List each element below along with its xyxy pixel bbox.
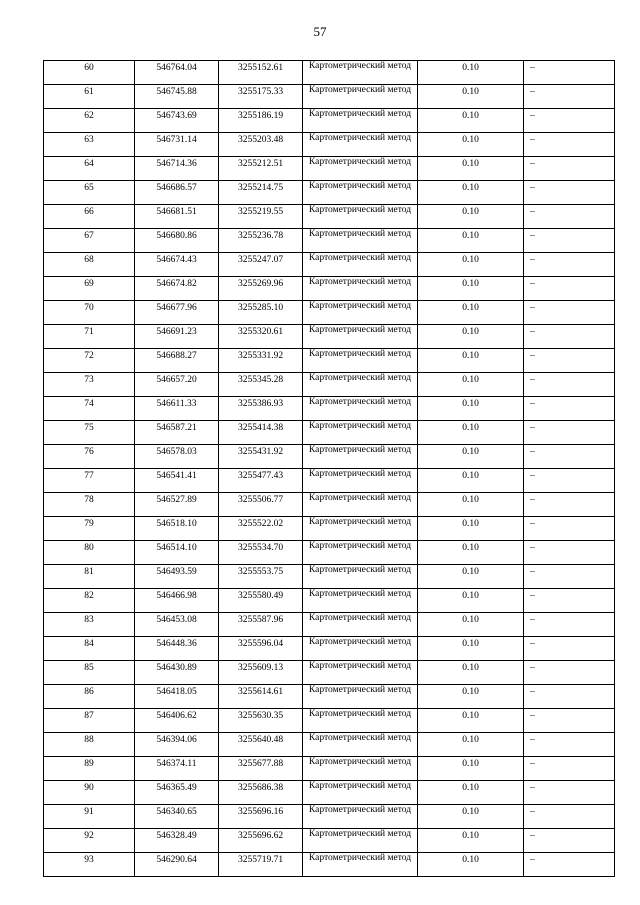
x-coordinate-cell: 546680.86 (135, 229, 219, 253)
x-coordinate-cell: 546674.82 (135, 277, 219, 301)
table-row (44, 613, 615, 637)
table-row (44, 589, 615, 613)
note-cell: – (524, 85, 615, 109)
x-coordinate-cell: 546514.10 (135, 541, 219, 565)
accuracy-cell: 0.10 (418, 157, 524, 181)
accuracy-cell: 0.10 (418, 397, 524, 421)
table-row (44, 253, 615, 277)
accuracy-cell: 0.10 (418, 709, 524, 733)
table-row (44, 829, 615, 853)
x-coordinate-cell: 546406.62 (135, 709, 219, 733)
point-number-cell: 93 (44, 853, 135, 877)
y-coordinate-cell: 3255534.70 (219, 541, 303, 565)
x-coordinate-cell: 546688.27 (135, 349, 219, 373)
note-cell: – (524, 757, 615, 781)
note-cell: – (524, 541, 615, 565)
accuracy-cell: 0.10 (418, 493, 524, 517)
method-cell: Картометрический метод (303, 637, 418, 661)
note-cell: – (524, 589, 615, 613)
accuracy-cell: 0.10 (418, 253, 524, 277)
method-cell: Картометрический метод (303, 373, 418, 397)
point-number-cell: 65 (44, 181, 135, 205)
x-coordinate-cell: 546686.57 (135, 181, 219, 205)
point-number-cell: 67 (44, 229, 135, 253)
point-number-cell: 73 (44, 373, 135, 397)
accuracy-cell: 0.10 (418, 277, 524, 301)
note-cell: – (524, 805, 615, 829)
accuracy-cell: 0.10 (418, 85, 524, 109)
table-row (44, 541, 615, 565)
note-cell: – (524, 157, 615, 181)
table-row (44, 469, 615, 493)
method-cell: Картометрический метод (303, 805, 418, 829)
method-cell: Картометрический метод (303, 757, 418, 781)
y-coordinate-cell: 3255696.62 (219, 829, 303, 853)
y-coordinate-cell: 3255640.48 (219, 733, 303, 757)
note-cell: – (524, 565, 615, 589)
accuracy-cell: 0.10 (418, 61, 524, 85)
y-coordinate-cell: 3255580.49 (219, 589, 303, 613)
point-number-cell: 62 (44, 109, 135, 133)
table-row (44, 397, 615, 421)
method-cell: Картометрический метод (303, 469, 418, 493)
x-coordinate-cell: 546290.64 (135, 853, 219, 877)
note-cell: – (524, 493, 615, 517)
point-number-cell: 78 (44, 493, 135, 517)
x-coordinate-cell: 546466.98 (135, 589, 219, 613)
x-coordinate-cell: 546677.96 (135, 301, 219, 325)
y-coordinate-cell: 3255630.35 (219, 709, 303, 733)
note-cell: – (524, 637, 615, 661)
note-cell: – (524, 109, 615, 133)
method-cell: Картометрический метод (303, 733, 418, 757)
table-row (44, 301, 615, 325)
y-coordinate-cell: 3255696.16 (219, 805, 303, 829)
y-coordinate-cell: 3255614.61 (219, 685, 303, 709)
accuracy-cell: 0.10 (418, 685, 524, 709)
method-cell: Картометрический метод (303, 493, 418, 517)
accuracy-cell: 0.10 (418, 301, 524, 325)
y-coordinate-cell: 3255285.10 (219, 301, 303, 325)
y-coordinate-cell: 3255152.61 (219, 61, 303, 85)
method-cell: Картометрический метод (303, 661, 418, 685)
x-coordinate-cell: 546527.89 (135, 493, 219, 517)
x-coordinate-cell: 546691.23 (135, 325, 219, 349)
table-row (44, 757, 615, 781)
point-number-cell: 81 (44, 565, 135, 589)
accuracy-cell: 0.10 (418, 805, 524, 829)
method-cell: Картометрический метод (303, 61, 418, 85)
accuracy-cell: 0.10 (418, 853, 524, 877)
y-coordinate-cell: 3255186.19 (219, 109, 303, 133)
note-cell: – (524, 301, 615, 325)
accuracy-cell: 0.10 (418, 205, 524, 229)
x-coordinate-cell: 546394.06 (135, 733, 219, 757)
y-coordinate-cell: 3255609.13 (219, 661, 303, 685)
x-coordinate-cell: 546430.89 (135, 661, 219, 685)
method-cell: Картометрический метод (303, 517, 418, 541)
table-row (44, 445, 615, 469)
point-number-cell: 61 (44, 85, 135, 109)
accuracy-cell: 0.10 (418, 733, 524, 757)
x-coordinate-cell: 546418.05 (135, 685, 219, 709)
y-coordinate-cell: 3255203.48 (219, 133, 303, 157)
x-coordinate-cell: 546714.36 (135, 157, 219, 181)
note-cell: – (524, 325, 615, 349)
note-cell: – (524, 397, 615, 421)
point-number-cell: 91 (44, 805, 135, 829)
method-cell: Картометрический метод (303, 685, 418, 709)
x-coordinate-cell: 546578.03 (135, 445, 219, 469)
x-coordinate-cell: 546743.69 (135, 109, 219, 133)
accuracy-cell: 0.10 (418, 517, 524, 541)
x-coordinate-cell: 546657.20 (135, 373, 219, 397)
point-number-cell: 69 (44, 277, 135, 301)
method-cell: Картометрический метод (303, 301, 418, 325)
note-cell: – (524, 613, 615, 637)
y-coordinate-cell: 3255214.75 (219, 181, 303, 205)
accuracy-cell: 0.10 (418, 613, 524, 637)
x-coordinate-cell: 546493.59 (135, 565, 219, 589)
x-coordinate-cell: 546541.41 (135, 469, 219, 493)
point-number-cell: 84 (44, 637, 135, 661)
note-cell: – (524, 661, 615, 685)
note-cell: – (524, 229, 615, 253)
table-row (44, 205, 615, 229)
accuracy-cell: 0.10 (418, 469, 524, 493)
note-cell: – (524, 709, 615, 733)
method-cell: Картометрический метод (303, 181, 418, 205)
x-coordinate-cell: 546587.21 (135, 421, 219, 445)
x-coordinate-cell: 546328.49 (135, 829, 219, 853)
y-coordinate-cell: 3255345.28 (219, 373, 303, 397)
y-coordinate-cell: 3255269.96 (219, 277, 303, 301)
point-number-cell: 74 (44, 397, 135, 421)
y-coordinate-cell: 3255686.38 (219, 781, 303, 805)
note-cell: – (524, 517, 615, 541)
point-number-cell: 66 (44, 205, 135, 229)
method-cell: Картометрический метод (303, 229, 418, 253)
table-row (44, 565, 615, 589)
point-number-cell: 72 (44, 349, 135, 373)
point-number-cell: 70 (44, 301, 135, 325)
note-cell: – (524, 469, 615, 493)
y-coordinate-cell: 3255212.51 (219, 157, 303, 181)
x-coordinate-cell: 546674.43 (135, 253, 219, 277)
table-row (44, 517, 615, 541)
y-coordinate-cell: 3255477.43 (219, 469, 303, 493)
note-cell: – (524, 829, 615, 853)
note-cell: – (524, 349, 615, 373)
note-cell: – (524, 685, 615, 709)
point-number-cell: 82 (44, 589, 135, 613)
y-coordinate-cell: 3255553.75 (219, 565, 303, 589)
note-cell: – (524, 421, 615, 445)
method-cell: Картометрический метод (303, 589, 418, 613)
y-coordinate-cell: 3255236.78 (219, 229, 303, 253)
point-number-cell: 63 (44, 133, 135, 157)
method-cell: Картометрический метод (303, 157, 418, 181)
table-row (44, 61, 615, 85)
x-coordinate-cell: 546681.51 (135, 205, 219, 229)
x-coordinate-cell: 546764.04 (135, 61, 219, 85)
point-number-cell: 92 (44, 829, 135, 853)
x-coordinate-cell: 546340.65 (135, 805, 219, 829)
table-row (44, 685, 615, 709)
table-row (44, 277, 615, 301)
point-number-cell: 76 (44, 445, 135, 469)
point-number-cell: 83 (44, 613, 135, 637)
accuracy-cell: 0.10 (418, 133, 524, 157)
table-row (44, 109, 615, 133)
x-coordinate-cell: 546453.08 (135, 613, 219, 637)
accuracy-cell: 0.10 (418, 781, 524, 805)
x-coordinate-cell: 546518.10 (135, 517, 219, 541)
point-number-cell: 89 (44, 757, 135, 781)
point-number-cell: 75 (44, 421, 135, 445)
y-coordinate-cell: 3255386.93 (219, 397, 303, 421)
x-coordinate-cell: 546448.36 (135, 637, 219, 661)
y-coordinate-cell: 3255522.02 (219, 517, 303, 541)
point-number-cell: 90 (44, 781, 135, 805)
method-cell: Картометрический метод (303, 349, 418, 373)
x-coordinate-cell: 546745.88 (135, 85, 219, 109)
accuracy-cell: 0.10 (418, 589, 524, 613)
accuracy-cell: 0.10 (418, 373, 524, 397)
y-coordinate-cell: 3255587.96 (219, 613, 303, 637)
y-coordinate-cell: 3255175.33 (219, 85, 303, 109)
method-cell: Картометрический метод (303, 277, 418, 301)
method-cell: Картометрический метод (303, 541, 418, 565)
point-number-cell: 80 (44, 541, 135, 565)
accuracy-cell: 0.10 (418, 349, 524, 373)
method-cell: Картометрический метод (303, 109, 418, 133)
method-cell: Картометрический метод (303, 565, 418, 589)
accuracy-cell: 0.10 (418, 541, 524, 565)
point-number-cell: 68 (44, 253, 135, 277)
accuracy-cell: 0.10 (418, 109, 524, 133)
table-row (44, 85, 615, 109)
table-row (44, 805, 615, 829)
x-coordinate-cell: 546374.11 (135, 757, 219, 781)
table-row (44, 229, 615, 253)
y-coordinate-cell: 3255219.55 (219, 205, 303, 229)
y-coordinate-cell: 3255320.61 (219, 325, 303, 349)
point-number-cell: 79 (44, 517, 135, 541)
page-number: 57 (313, 24, 327, 39)
accuracy-cell: 0.10 (418, 661, 524, 685)
table-row (44, 421, 615, 445)
note-cell: – (524, 853, 615, 877)
accuracy-cell: 0.10 (418, 565, 524, 589)
note-cell: – (524, 253, 615, 277)
note-cell: – (524, 205, 615, 229)
accuracy-cell: 0.10 (418, 445, 524, 469)
x-coordinate-cell: 546611.33 (135, 397, 219, 421)
note-cell: – (524, 133, 615, 157)
table-row (44, 709, 615, 733)
y-coordinate-cell: 3255596.04 (219, 637, 303, 661)
table-row (44, 157, 615, 181)
table-row (44, 853, 615, 877)
accuracy-cell: 0.10 (418, 421, 524, 445)
table-row (44, 493, 615, 517)
y-coordinate-cell: 3255431.92 (219, 445, 303, 469)
note-cell: – (524, 277, 615, 301)
method-cell: Картометрический метод (303, 829, 418, 853)
method-cell: Картометрический метод (303, 397, 418, 421)
method-cell: Картометрический метод (303, 85, 418, 109)
accuracy-cell: 0.10 (418, 829, 524, 853)
table-row (44, 181, 615, 205)
method-cell: Картометрический метод (303, 781, 418, 805)
point-number-cell: 86 (44, 685, 135, 709)
coordinates-table (43, 60, 615, 877)
point-number-cell: 87 (44, 709, 135, 733)
y-coordinate-cell: 3255331.92 (219, 349, 303, 373)
table-row (44, 781, 615, 805)
accuracy-cell: 0.10 (418, 637, 524, 661)
note-cell: – (524, 733, 615, 757)
method-cell: Картометрический метод (303, 253, 418, 277)
table-row (44, 133, 615, 157)
y-coordinate-cell: 3255677.88 (219, 757, 303, 781)
y-coordinate-cell: 3255247.07 (219, 253, 303, 277)
note-cell: – (524, 781, 615, 805)
method-cell: Картометрический метод (303, 853, 418, 877)
point-number-cell: 88 (44, 733, 135, 757)
point-number-cell: 85 (44, 661, 135, 685)
method-cell: Картометрический метод (303, 205, 418, 229)
method-cell: Картометрический метод (303, 421, 418, 445)
accuracy-cell: 0.10 (418, 181, 524, 205)
table-row (44, 325, 615, 349)
note-cell: – (524, 445, 615, 469)
point-number-cell: 77 (44, 469, 135, 493)
point-number-cell: 71 (44, 325, 135, 349)
note-cell: – (524, 181, 615, 205)
table-row (44, 349, 615, 373)
method-cell: Картометрический метод (303, 133, 418, 157)
y-coordinate-cell: 3255414.38 (219, 421, 303, 445)
y-coordinate-cell: 3255506.77 (219, 493, 303, 517)
table-row (44, 733, 615, 757)
table-row (44, 373, 615, 397)
table-row (44, 637, 615, 661)
y-coordinate-cell: 3255719.71 (219, 853, 303, 877)
method-cell: Картометрический метод (303, 613, 418, 637)
method-cell: Картометрический метод (303, 709, 418, 733)
note-cell: – (524, 61, 615, 85)
x-coordinate-cell: 546731.14 (135, 133, 219, 157)
accuracy-cell: 0.10 (418, 229, 524, 253)
accuracy-cell: 0.10 (418, 757, 524, 781)
x-coordinate-cell: 546365.49 (135, 781, 219, 805)
note-cell: – (524, 373, 615, 397)
point-number-cell: 60 (44, 61, 135, 85)
accuracy-cell: 0.10 (418, 325, 524, 349)
method-cell: Картометрический метод (303, 325, 418, 349)
table-row (44, 661, 615, 685)
point-number-cell: 64 (44, 157, 135, 181)
method-cell: Картометрический метод (303, 445, 418, 469)
coordinates-table-body (44, 61, 615, 877)
